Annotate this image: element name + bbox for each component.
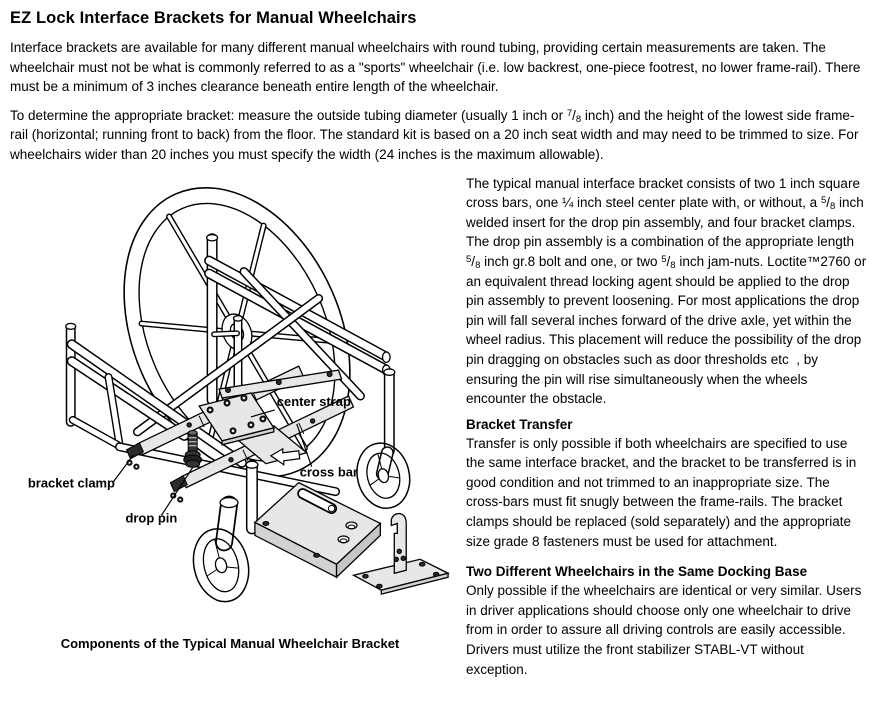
label-center-strap: center strap xyxy=(276,393,351,409)
bracket-transfer-paragraph: Transfer is only possible if both wheelchairs are specified to use the same interface bracket, and the bracket to be transferred is in good condition and not trimmed to an inappropriate size. The cross-bars must fit snugly between the frame-rails. The bracket clamps should be replaced (sold separately) and the appropriate size grade 8 fasteners must be used for attachment. xyxy=(466,435,857,549)
label-bracket-clamp: bracket clamp xyxy=(27,475,115,491)
docking-base xyxy=(255,482,380,577)
label-drop-pin: drop pin xyxy=(125,510,178,526)
typical-bracket-paragraph: The typical manual interface bracket consists of two 1 inch square cross bars, one ¼ inch steel center plate with, or without, a $^5/_8$ inch welded insert for the drop pin assembly, and four bracket clamps. The drop pin assembly is a combination of the appropriate length $^5/_8$ inch gr.8 bolt and one, or two $^5/_8$ inch jam-nuts. Loctite™2760 or an equivalent thread locking agent should be applied to the drop pin assembly to prevent loosening. For most applications the drop pin will fall several inches forward of the drive axle, yet within the wheel radius. This placement will reduce the possibility of the drop pin dragging on obstacles such as door thresholds etc , by ensuring the pin will rise simultaneously when the wheels encounter the obstacle. xyxy=(466,175,867,407)
heading-two-wheelchairs: Two Different Wheelchairs in the Same Docking Base xyxy=(466,564,808,580)
right-caster-wheel xyxy=(350,437,416,513)
bracket-assembly xyxy=(126,366,353,502)
two-wheelchairs-paragraph: Only possible if the wheelchairs are identical or very similar. Users in driver applications should choose only one wheelchair to drive from in order to assure all driving controls are easily accessible. Drivers must utilize the front stabilizer STABL-VT without exception. xyxy=(466,583,862,677)
diagram-column xyxy=(10,174,460,651)
left-caster-wheel xyxy=(186,497,256,607)
diagram-caption: Components of the Typical Manual Wheelchair Bracket xyxy=(60,635,400,651)
intro-paragraph-1: Interface brackets are available for many different manual wheelchairs with round tubing, providing certain measurements are taken. The wheelchair must not be what is commonly referred to as a "sports" wheelchair (i.e. low backrest, one-piece footrest, no lower frame-rail). There must be a minimum of 3 inches clearance beneath entire length of the wheelchair. xyxy=(10,40,861,95)
intro-paragraph-2: To determine the appropriate bracket: measure the outside tubing diameter (usually 1 inch or $^7/_8$ inch) and the height of the lowest side frame-rail (horizontal; running front to back) from the floor. The standard kit is based on a 20 inch seat width and may need to be trimmed to size. For wheelchairs wider than 20 inches you must specify the width (24 inches is the maximum allowable). xyxy=(10,107,859,162)
base-hole xyxy=(346,522,357,529)
two-column-layout xyxy=(10,174,870,680)
page-title: EZ Lock Interface Brackets for Manual Wheelchairs xyxy=(10,9,417,27)
wheelchair-frame xyxy=(66,234,395,528)
wheelchair-bracket-diagram xyxy=(10,174,460,629)
text-column xyxy=(460,174,870,680)
hook-plate xyxy=(391,513,406,573)
label-cross-bar: cross bar xyxy=(299,464,358,480)
heading-bracket-transfer: Bracket Transfer xyxy=(466,416,573,432)
